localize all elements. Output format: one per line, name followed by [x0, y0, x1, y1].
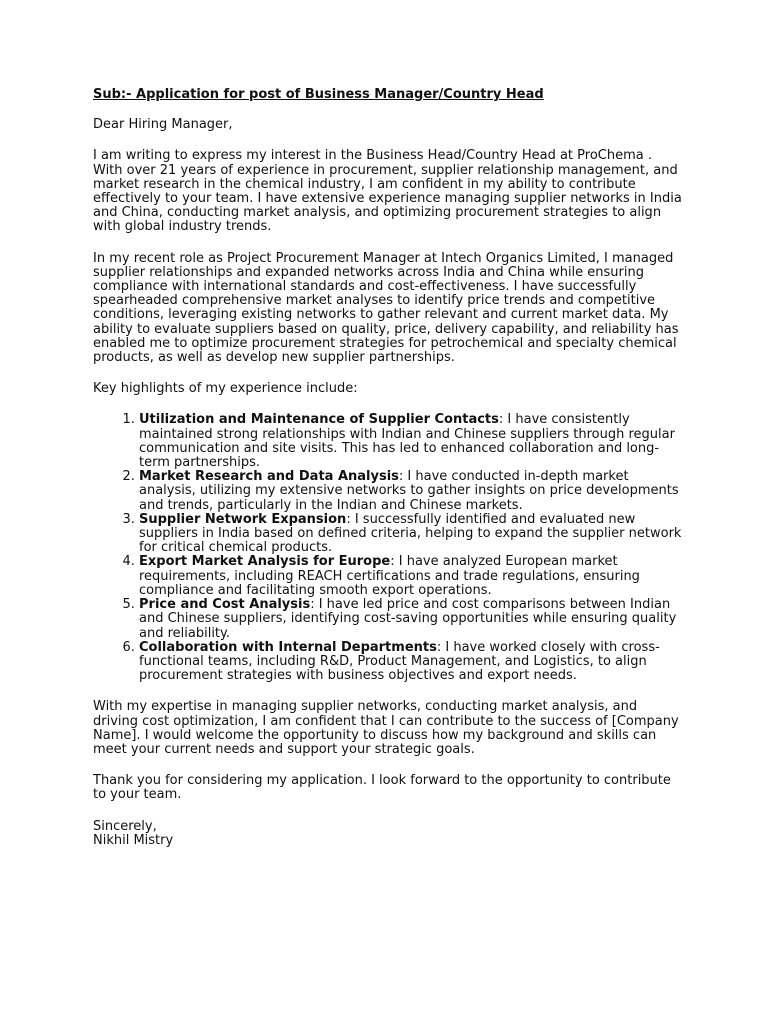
highlight-title: Collaboration with Internal Departments	[139, 639, 437, 655]
highlight-title: Supplier Network Expansion	[139, 511, 347, 527]
sign-off: Sincerely,	[93, 818, 157, 834]
letter-page	[93, 88, 683, 848]
highlight-item	[139, 555, 683, 598]
highlight-text: : I have led price and cost comparisons between Indian and Chinese suppliers, identifying cost-saving opportunities while ensuring quality and reliability.	[139, 597, 677, 641]
highlight-title: Utilization and Maintenance of Supplier Contacts	[139, 412, 499, 428]
letter-subject: Sub:- Application for post of Business Manager/Country Head	[93, 87, 544, 102]
highlights-intro: Key highlights of my experience include:	[93, 381, 358, 397]
highlight-item	[139, 598, 683, 641]
highlight-item	[139, 513, 683, 556]
highlight-title: Price and Cost Analysis	[139, 597, 311, 613]
body-paragraph: I am writing to express my interest in the Business Head/Country Head at ProChema . With over 21 years of experience in procurement, supplier relationship management, and market research in the chemical industry, I am confident in my ability to contribute effectively to your team. I have extensive experience managing supplier networks in India and China, conducting market analysis, and optimizing procurement strategies to align with global industry trends.	[93, 148, 682, 235]
highlight-item	[139, 470, 683, 513]
highlight-item	[139, 641, 683, 684]
highlight-title: Market Research and Data Analysis	[139, 469, 399, 485]
highlight-item	[139, 413, 683, 470]
highlight-title: Export Market Analysis for Europe	[139, 554, 391, 570]
highlights-list	[93, 413, 683, 683]
signer-name: Nikhil Mistry	[93, 832, 174, 848]
highlight-text: : I successfully identified and evaluated new suppliers in India based on defined criteria, helping to expand the supplier network for critical chemical products.	[139, 511, 682, 556]
highlight-text: : I have worked closely with cross-functional teams, including R&D, Product Management, and Logistics, to align procurement strategies with business objectives and export needs.	[139, 639, 660, 684]
letter-salutation: Dear Hiring Manager,	[93, 117, 233, 133]
highlight-text: : I have consistently maintained strong relationships with Indian and Chinese suppliers through regular communication and site visits. This has led to enhanced collaboration and long-term partnerships.	[139, 412, 675, 471]
body-paragraph: In my recent role as Project Procurement Manager at Intech Organics Limited, I managed supplier relationships and expanded networks across India and China while ensuring compliance with international standards and cost-effectiveness. I have successfully spearheaded comprehensive market analyses to identify price trends and competitive conditions, leveraging existing networks to gather relevant and current market data. My ability to evaluate suppliers based on quality, price, delivery capability, and reliability has enabled me to optimize procurement strategies for petrochemical and specialty chemical products, as well as develop new supplier partnerships.	[93, 250, 679, 366]
highlight-text: : I have analyzed European market requirements, including REACH certifications and trade regulations, ensuring compliance and facilitating smooth export operations.	[139, 554, 640, 598]
closing-paragraph: With my expertise in managing supplier networks, conducting market analysis, and driving cost optimization, I am confident that I can contribute to the success of [Company Name]. I would welcome the opportunity to discuss how my background and skills can meet your current needs and support your strategic goals.	[93, 699, 679, 757]
highlight-text: : I have conducted in-depth market analysis, utilizing my extensive networks to gather insights on price developments and trends, particularly in the Indian and Chinese markets.	[139, 469, 679, 513]
closing-paragraph: Thank you for considering my application. I look forward to the opportunity to contribute to your team.	[93, 773, 671, 803]
